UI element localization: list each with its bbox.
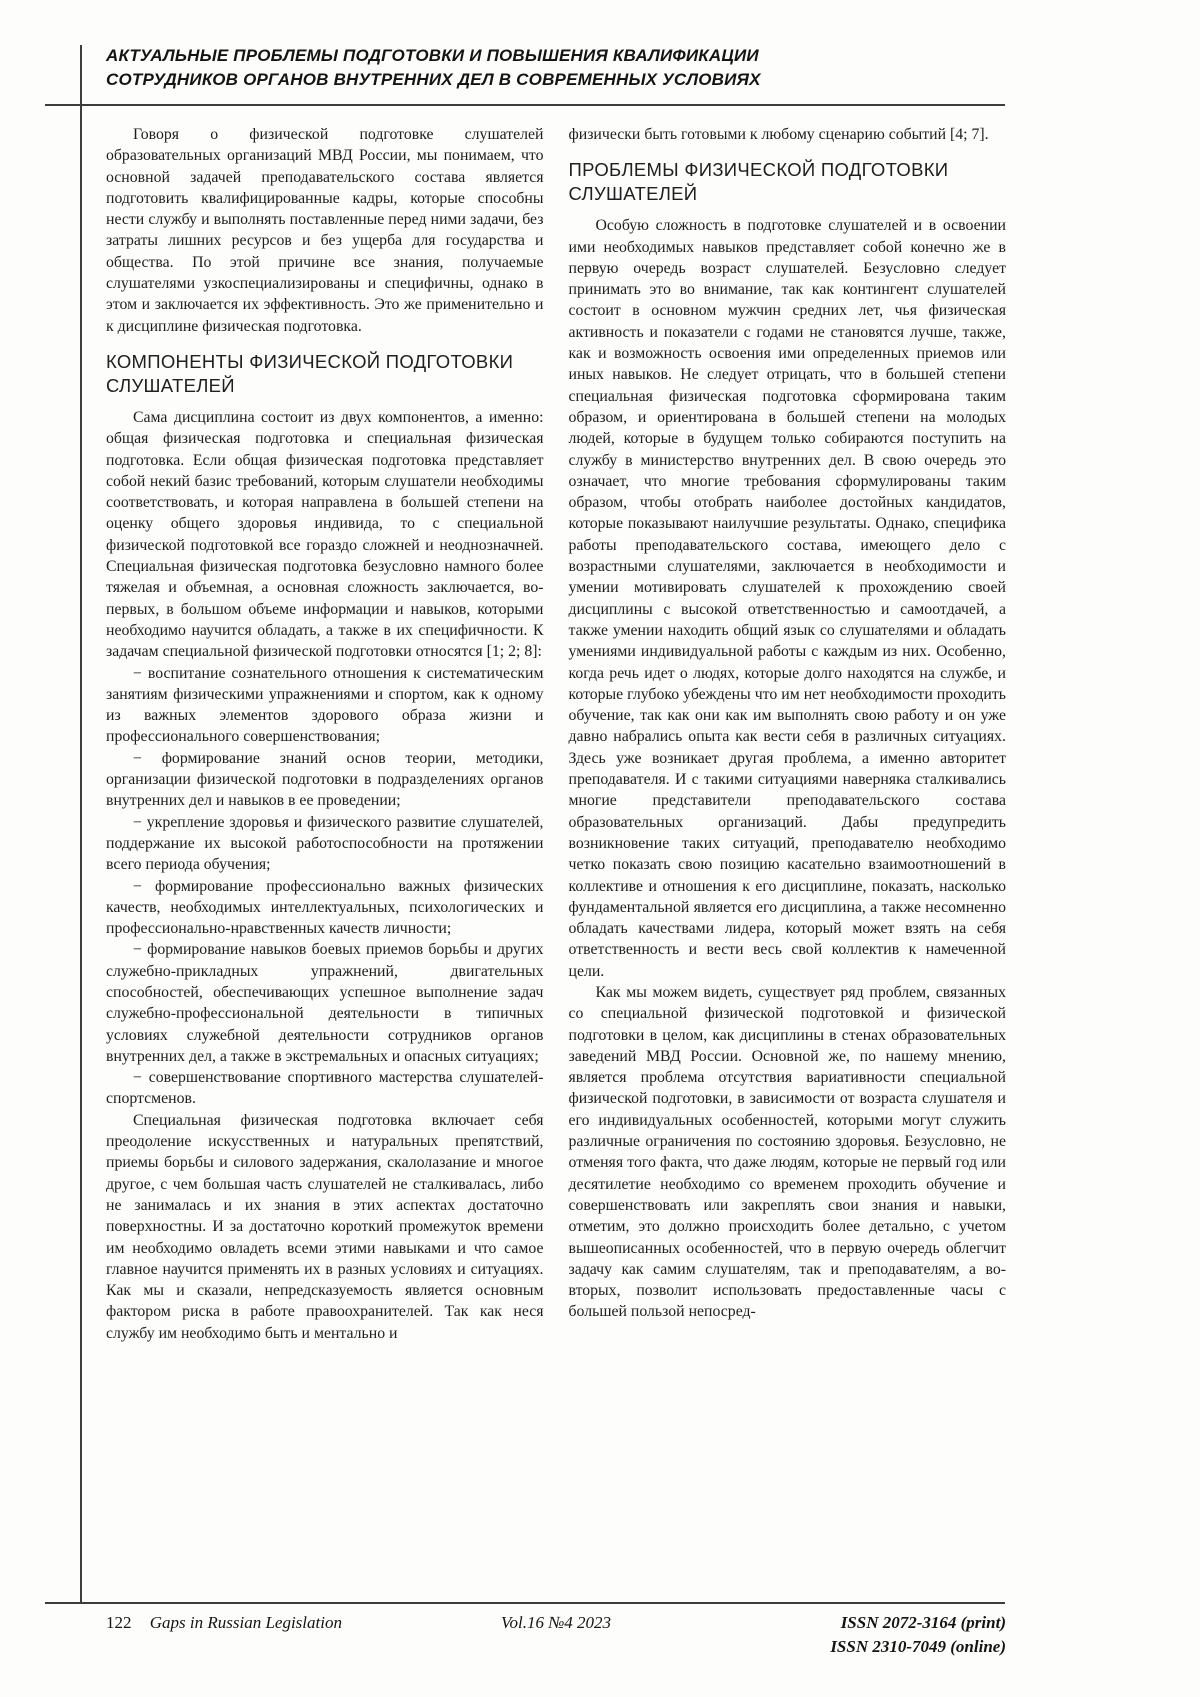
list-item: − формирование знаний основ теории, методики, организации физической подготовки в подразделениях органов внутренних дел и навыков в ее проведении; <box>106 749 544 810</box>
list-item: − воспитание сознательного отношения к систематическим занятиям физическими упражнениями и спортом, как к одному из важных элементов здорового образа жизни и профессионального совершенствования; <box>106 664 544 746</box>
issn-print: ISSN 2072-3164 (print) <box>840 1613 1006 1632</box>
footer-left <box>106 1611 501 1635</box>
page-footer <box>106 1611 1006 1659</box>
paragraph: Специальная физическая подготовка включает себя преодоление искусственных и натуральных препятствий, приемы борьбы и силового задержания, скалолазание и многое другое, с чем большая часть слушателей не сталкивалась, либо не занималась и их знания в этих аспектах достаточно поверхностны. И за достаточно короткий промежуток времени им необходимо овладеть всеми этими навыками и что самое главное научится применять их в разных условиях и ситуациях. Как мы и сказали, непредсказуемость является основным фактором риска в работе правоохранителей. Так как неся службу им необходимо быть и ментально и <box>106 1111 544 1342</box>
article-body <box>106 124 1006 1602</box>
list-item: − формирование профессионально важных физических качеств, необходимых интеллектуальных, психологических и профессионально-нравственных качеств личности; <box>106 877 544 938</box>
volume-issue: Vol.16 №4 2023 <box>500 1613 611 1632</box>
list-item: − совершенствование спортивного мастерства слушателей-спортсменов. <box>106 1069 544 1108</box>
journal-title: Gaps in Russian Legislation <box>149 1613 342 1632</box>
section-heading: ПРОБЛЕМЫ ФИЗИЧЕСКОЙ ПОДГОТОВКИ СЛУШАТЕЛЕЙ <box>568 159 949 205</box>
footer-issn <box>611 1611 1006 1659</box>
paragraph: Как мы можем видеть, существует ряд проблем, связанных со специальной физической подготовкой и физической подготовки в целом, как дисциплины в стенах образовательных заведений МВД России. Основной же, по нашему мнению, является проблема отсутствия вариативности специальной физической подготовки, в зависимости от возраста слушателя и его индивидуальных особенностей, которыми могут служить различные ограничения по состоянию здоровья. Безусловно, не отменяя того факта, что даже людям, которые не первый год или десятилетие необходимо со временем проходить обучение и совершенствовать или закреплять свои знания и навыки, отметим, это должно происходить более детально, с учетом вышеописанных особенностей, что в первую очередь облегчит задачу как самим слушателям, так и преподавателям, а во-вторых, позволит использовать предоставленные часы с большей пользой непосред- <box>568 983 1006 1321</box>
running-head <box>106 44 1016 92</box>
paragraph: Особую сложность в подготовке слушателей и в освоении ими необходимых навыков представляет собой конечно же в первую очередь возраст слушателей. Безусловно следует принимать это во внимание, так как контингент слушателей состоит в основном мужчин средних лет, чья физическая активность и показатели с годами не становятся лучше, также, как и возможность освоения ими определенных приемов или иных навыков. Не следует отрицать, что в большей степени специальная физическая подготовка сформирована таким образом, и ориентирована в большей степени на молодых людей, которые в будущем только собираются поступить на службу в министерство внутренних дел. В свою очередь это означает, что многие требования сформулированы таким образом, чтобы отобрать наиболее достойных кандидатов, которые показывают наилучшие результаты. Однако, специфика работы преподавательского состава, имеющего дело с возрастными слушателями, заключается в необходимости и умении мотивировать слушателей к прохождению своей дисциплины с высокой ответственностью и самоотдачей, а также умении находить общий язык со слушателями и обладать умениями индивидуальной работы с каждым из них. Особенно, когда речь идет о людях, которые долго находятся на службе, и которые глубоко убеждены что им нет необходимости проходить обучение, так как они как им выполнять свою работу и он уже давно набрались опыта как вести себя в различных ситуациях. Здесь уже возникает другая проблема, а именно авторитет преподавателя. И с такими ситуациями наверняка сталкивались многие представители преподавательского состава образовательных организаций. Дабы предупредить возникновение таких ситуаций, преподавателю необходимо четко показать свою позицию касательно взаимоотношений в коллективе и отношения к его дисциплине, показать, насколько фундаментальной является его дисциплина, а также несомненно обладать качествами лидера, который может взять на себя ответственность и вести весь свой коллектив к намеченной цели. <box>568 217 1006 980</box>
left-margin-rule <box>80 45 82 1602</box>
header-rule <box>45 104 1005 106</box>
page-number: 122 <box>106 1613 132 1632</box>
paragraph: Сама дисциплина состоит из двух компонентов, а именно: общая физическая подготовка и специальная физическая подготовка. Если общая физическая подготовка представляет собой некий базис требований, которым слушатели необходимы соответствовать, и которая направлена в большей степени на оценку общего здоровья индивида, то с специальной физической подготовкой все гораздо сложней и неоднозначней. Специальная физическая подготовка безусловно намного более тяжелая и объемная, а основная сложность заключается, во-первых, в большом объеме информации и навыков, которыми необходимо научится обладать, а также в их специфичности. К задачам специальной физической подготовки относятся [1; 2; 8]: <box>106 408 544 661</box>
list-item: − формирование навыков боевых приемов борьбы и других служебно-прикладных упражнений, двигательных способностей, обеспечивающих успешное выполнение задач служебно-профессиональной деятельности в типичных условиях служебной деятельности сотрудников органов внутренних дел, а также в экстремальных и опасных ситуациях; <box>106 941 544 1065</box>
issn-online: ISSN 2310-7049 (online) <box>830 1637 1006 1656</box>
section-heading: КОМПОНЕНТЫ ФИЗИЧЕСКОЙ ПОДГОТОВКИ СЛУШАТЕЛЕЙ <box>106 350 514 396</box>
running-head-line-2: СОТРУДНИКОВ ОРГАНОВ ВНУТРЕННИХ ДЕЛ В СОВРЕМЕННЫХ УСЛОВИЯХ <box>106 70 761 89</box>
paragraph: физически быть готовыми к любому сценарию событий [4; 7]. <box>568 126 989 143</box>
running-head-line-1: АКТУАЛЬНЫЕ ПРОБЛЕМЫ ПОДГОТОВКИ И ПОВЫШЕНИЯ КВАЛИФИКАЦИИ <box>106 46 759 65</box>
list-item: − укрепление здоровья и физического развитие слушателей, поддержание их высокой работоспособности на протяжении всего периода обучения; <box>106 813 544 874</box>
paragraph: Говоря о физической подготовке слушателей образовательных организаций МВД России, мы понимаем, что основной задачей преподавательского состава является подготовить квалифицированные кадры, которые способны нести службу и выполнять поставленные перед ними задачи, без затраты лишних ресурсов и без ущерба для государства и общества. По этой причине все знания, получаемые слушателями узкоспециализированы и специфичны, однако в этом и заключается их эффективность. Это же применительно и к дисциплине физическая подготовка. <box>106 126 544 335</box>
column-left <box>106 124 544 1602</box>
column-right <box>569 124 1007 1602</box>
footer-rule <box>45 1602 1005 1604</box>
